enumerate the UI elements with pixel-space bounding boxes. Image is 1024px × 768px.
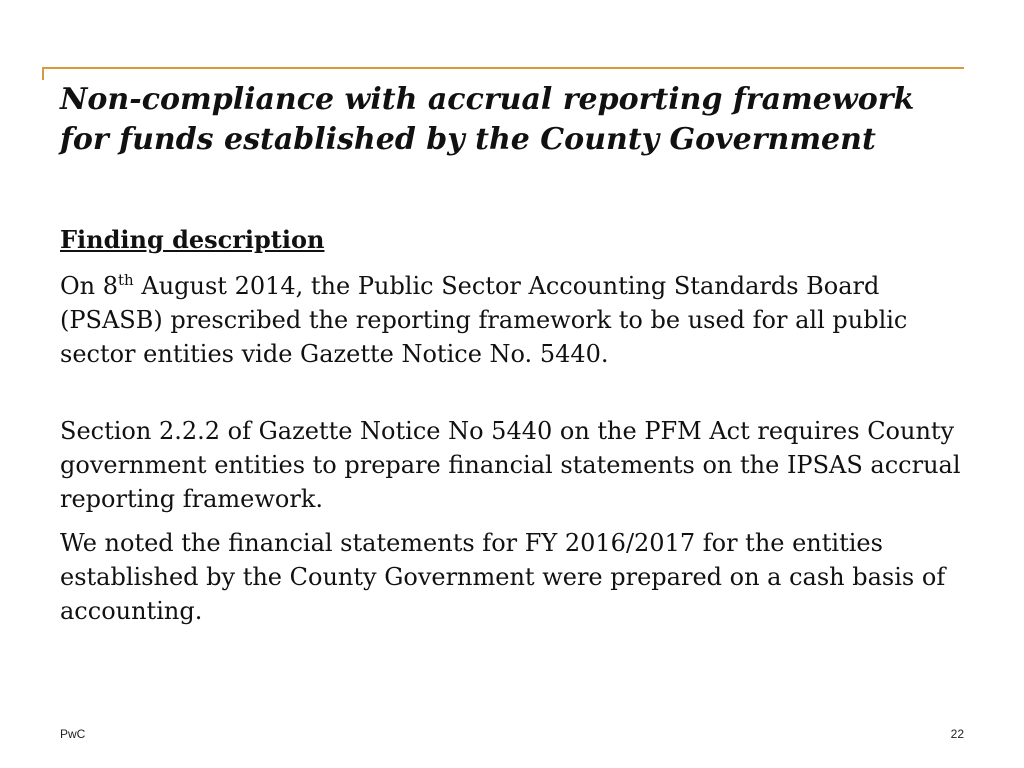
paragraph-finding: We noted the financial statements for FY 2016/2017 for the entities established by the County Government were prepared on a cash basis of accounting. [60, 529, 946, 625]
ordinal-suffix: th [118, 271, 134, 289]
paragraph-section-requirement: Section 2.2.2 of Gazette Notice No 5440 on the PFM Act requires County government entities to prepare financial statements on the IPSAS accrual reporting framework. [60, 417, 961, 513]
slide-body [60, 223, 980, 628]
header-rule-tick [42, 67, 44, 80]
footer-brand: PwC [60, 727, 86, 741]
header-rule [42, 67, 964, 69]
slide-title: Non-compliance with accrual reporting framework for funds established by the County Government [60, 82, 915, 157]
page-number: 22 [950, 727, 964, 741]
paragraph-text-start: On 8 [60, 272, 119, 300]
section-heading: Finding description [60, 225, 325, 254]
paragraph-gazette-date [60, 269, 980, 371]
paragraph-text-end: August 2014, the Public Sector Accounting Standards Board (PSASB) prescribed the reporting framework to be used for all public sector entities vide Gazette Notice No. 5440. [60, 272, 908, 368]
